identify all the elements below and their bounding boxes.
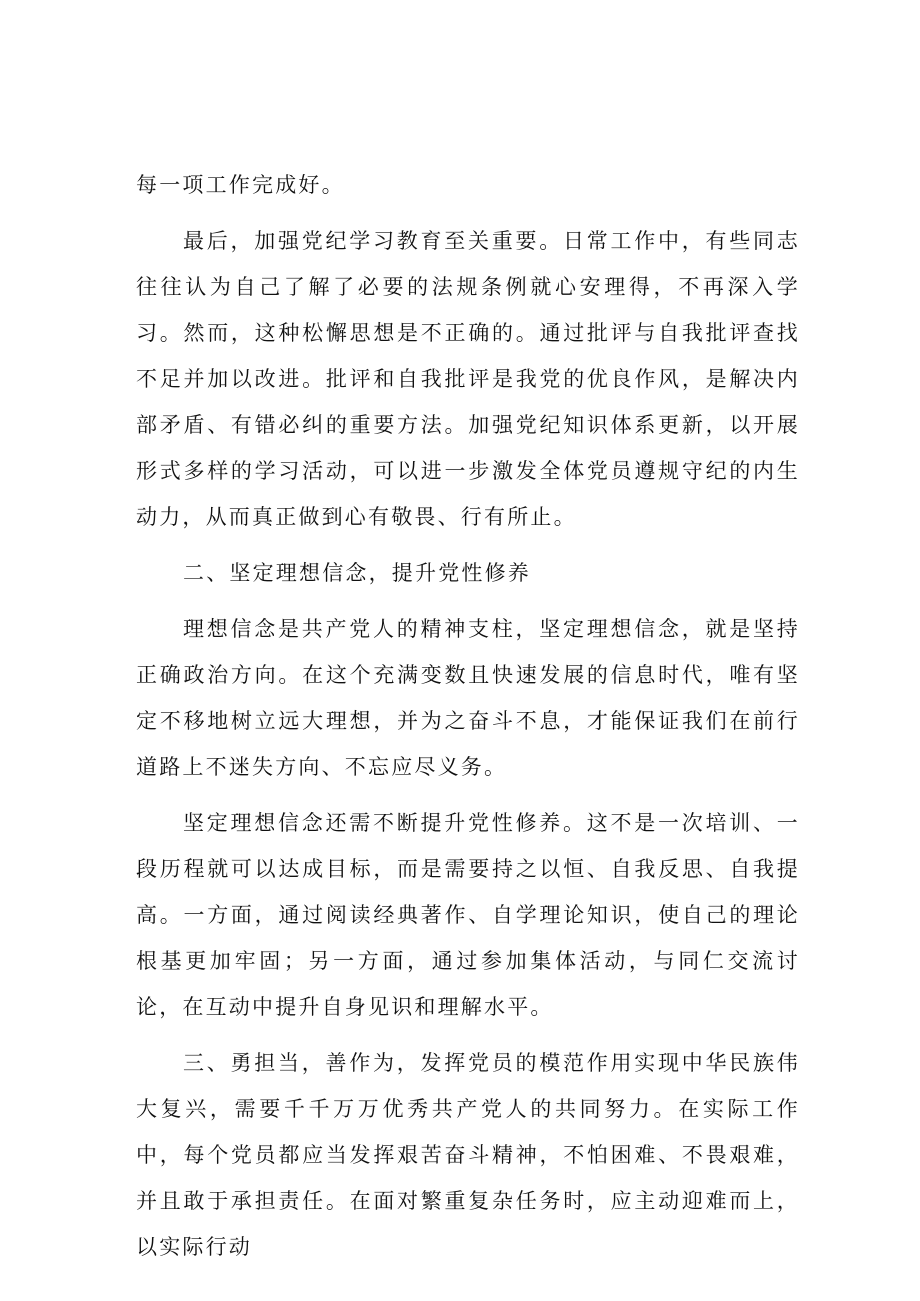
- paragraph-party-spirit: 坚定理想信念还需不断提升党性修养。这不是一次培训、一段历程就可以达成目标，而是需要持之以恒、自我反思、自我提高。一方面，通过阅读经典著作、自学理论知识，使自己的理论根基更加牢固；另一方面，通过参加集体活动，与同仁交流讨论，在互动中提升自身见识和理解水平。: [136, 811, 800, 1019]
- paragraph-responsibility: 三、勇担当，善作为，发挥党员的模范作用实现中华民族伟大复兴，需要千千万万优秀共产党人的共同努力。在实际工作中，每个党员都应当发挥艰苦奋斗精神，不怕困难、不畏艰难，并且敢于承担责任。在面对繁重复杂任务时，应主动迎难而上，以实际行动: [136, 1051, 800, 1259]
- paragraph-continuation: 每一项工作完成好。: [136, 173, 345, 197]
- paragraph-party-discipline: 最后，加强党纪学习教育至关重要。日常工作中，有些同志往往认为自己了解了必要的法规条例就心安理得，不再深入学习。然而，这种松懈思想是不正确的。通过批评与自我批评查找不足并加以改进。批评和自我批评是我党的优良作风，是解决内部矛盾、有错必纠的重要方法。加强党纪知识体系更新，以开展形式多样的学习活动，可以进一步激发全体党员遵规守纪的内生动力，从而真正做到心有敬畏、行有所止。: [136, 229, 800, 529]
- section-heading-ideals: 二、坚定理想信念，提升党性修养: [183, 561, 531, 585]
- document-body: [136, 162, 800, 1280]
- paragraph-ideals-belief: 理想信念是共产党人的精神支柱，坚定理想信念，就是坚持正确政治方向。在这个充满变数且快速发展的信息时代，唯有坚定不移地树立远大理想，并为之奋斗不息，才能保证我们在前行道路上不迷失方向、不忘应尽义务。: [136, 617, 800, 779]
